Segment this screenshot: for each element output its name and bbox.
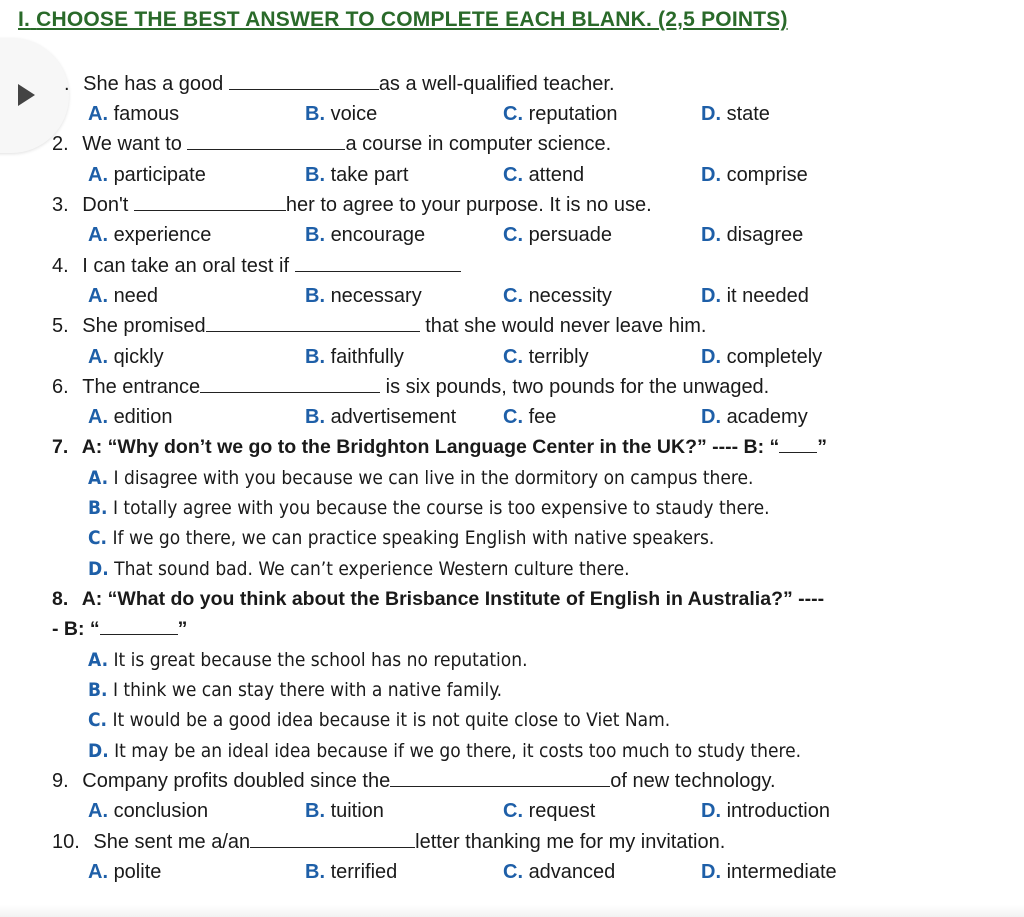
- option-a[interactable]: A. polite: [88, 861, 162, 883]
- option-b[interactable]: B. advertisement: [305, 406, 457, 428]
- question-number: 5.: [52, 315, 69, 337]
- answer-blank[interactable]: [206, 311, 420, 332]
- q7-option-c[interactable]: C. If we go there, we can practice speaking English with native speakers.: [88, 527, 715, 549]
- question-6: [52, 372, 769, 402]
- answer-blank[interactable]: [187, 129, 345, 150]
- section-heading: [18, 8, 788, 32]
- question-number: .: [64, 73, 70, 95]
- question-text-after: a course in computer science.: [345, 133, 612, 155]
- question-8: [52, 584, 824, 614]
- section-title: CHOOSE THE BEST ANSWER TO COMPLETE EACH BLANK. (2,5 POINTS): [36, 8, 788, 31]
- answer-blank[interactable]: [200, 372, 380, 393]
- question-text-before: We want to: [82, 133, 188, 155]
- question-text-after: is six pounds, two pounds for the unwaged.: [380, 376, 770, 398]
- option-b[interactable]: B. encourage: [305, 224, 426, 246]
- question-8-response: [52, 614, 187, 644]
- closing-quote: ”: [177, 618, 188, 640]
- option-c[interactable]: C. reputation: [503, 103, 618, 125]
- page-bottom-edge: [0, 905, 1024, 917]
- question-number: 6.: [52, 376, 69, 398]
- option-b[interactable]: B. necessary: [305, 285, 422, 307]
- question-text-before: Company profits doubled since the: [82, 770, 391, 792]
- question-3: [52, 190, 652, 220]
- answer-blank[interactable]: [295, 251, 461, 272]
- closing-quote: ”: [817, 436, 828, 458]
- question-text-before: Don't: [82, 194, 134, 216]
- option-c[interactable]: C. persuade: [503, 224, 612, 246]
- q7-option-a[interactable]: A. I disagree with you because we can live in the dormitory on campus there.: [88, 467, 754, 489]
- question-text-before: I can take an oral test if: [82, 255, 295, 277]
- option-c[interactable]: C. terribly: [503, 346, 589, 368]
- option-b[interactable]: B. terrified: [305, 861, 398, 883]
- option-a[interactable]: A. need: [88, 285, 159, 307]
- section-number: I.: [18, 8, 31, 31]
- question-4: [52, 251, 461, 281]
- answer-blank[interactable]: [779, 432, 817, 453]
- question-number: 9.: [52, 770, 69, 792]
- option-b[interactable]: B. tuition: [305, 800, 384, 822]
- q8-option-a[interactable]: A. It is great because the school has no reputation.: [88, 649, 528, 671]
- option-b[interactable]: B. take part: [305, 164, 409, 186]
- option-d[interactable]: D. state: [701, 103, 770, 125]
- answer-blank[interactable]: [250, 827, 415, 848]
- option-a[interactable]: A. experience: [88, 224, 212, 246]
- option-d[interactable]: D. it needed: [701, 285, 809, 307]
- question-prompt: A: “What do you think about the Brisbance Institute of English in Australia?” ----: [81, 588, 825, 610]
- answer-blank[interactable]: [390, 766, 610, 787]
- question-2: [52, 129, 611, 159]
- option-a[interactable]: A. participate: [88, 164, 206, 186]
- question-text-after: letter thanking me for my invitation.: [415, 831, 726, 853]
- q8-option-d[interactable]: D. It may be an ideal idea because if we go there, it costs too much to study there.: [88, 740, 802, 762]
- question-text-after: her to agree to your purpose. It is no use.: [285, 194, 652, 216]
- option-b[interactable]: B. voice: [305, 103, 378, 125]
- answer-blank[interactable]: [134, 190, 286, 211]
- option-c[interactable]: C. request: [503, 800, 596, 822]
- option-c[interactable]: C. attend: [503, 164, 585, 186]
- question-5: [52, 311, 706, 341]
- question-text-before: The entrance: [82, 376, 201, 398]
- q7-option-b[interactable]: B. I totally agree with you because the course is too expensive to staudy there.: [88, 497, 770, 519]
- play-icon[interactable]: [18, 84, 35, 106]
- option-d[interactable]: D. disagree: [701, 224, 804, 246]
- question-number: 4.: [52, 255, 69, 277]
- question-7: [52, 432, 827, 462]
- question-number: 2.: [52, 133, 69, 155]
- question-text-before: She promised: [82, 315, 206, 337]
- option-c[interactable]: C. fee: [503, 406, 557, 428]
- option-c[interactable]: C. advanced: [503, 861, 616, 883]
- option-d[interactable]: D. intermediate: [701, 861, 837, 883]
- question-number: 10.: [52, 831, 80, 853]
- option-a[interactable]: A. conclusion: [88, 800, 209, 822]
- answer-blank[interactable]: [100, 614, 178, 635]
- option-d[interactable]: D. introduction: [701, 800, 830, 822]
- question-10: [52, 827, 725, 857]
- question-text-after: as a well-qualified teacher.: [378, 73, 615, 95]
- question-text-before: She sent me a/an: [93, 831, 251, 853]
- question-number: 3.: [52, 194, 69, 216]
- question-1: [64, 69, 615, 99]
- question-prompt: A: “Why don’t we go to the Bridghton Language Center in the UK?” ---- B: “: [81, 436, 780, 458]
- option-d[interactable]: D. completely: [701, 346, 823, 368]
- q8-option-b[interactable]: B. I think we can stay there with a native family.: [88, 679, 503, 701]
- question-9: [52, 766, 776, 796]
- option-d[interactable]: D. comprise: [701, 164, 808, 186]
- response-prefix: - B: “: [52, 618, 100, 640]
- q7-option-d[interactable]: D. That sound bad. We can’t experience Western culture there.: [88, 558, 630, 580]
- option-d[interactable]: D. academy: [701, 406, 808, 428]
- question-text-after: of new technology.: [610, 770, 776, 792]
- option-a[interactable]: A. famous: [88, 103, 180, 125]
- option-a[interactable]: A. edition: [88, 406, 173, 428]
- question-text-after: that she would never leave him.: [419, 315, 707, 337]
- answer-blank[interactable]: [229, 69, 379, 90]
- question-text-before: She has a good: [83, 73, 229, 95]
- option-b[interactable]: B. faithfully: [305, 346, 404, 368]
- option-a[interactable]: A. qickly: [88, 346, 164, 368]
- question-number: 7.: [52, 436, 69, 458]
- question-number: 8.: [52, 588, 69, 610]
- option-c[interactable]: C. necessity: [503, 285, 612, 307]
- q8-option-c[interactable]: C. It would be a good idea because it is not quite close to Viet Nam.: [88, 709, 671, 731]
